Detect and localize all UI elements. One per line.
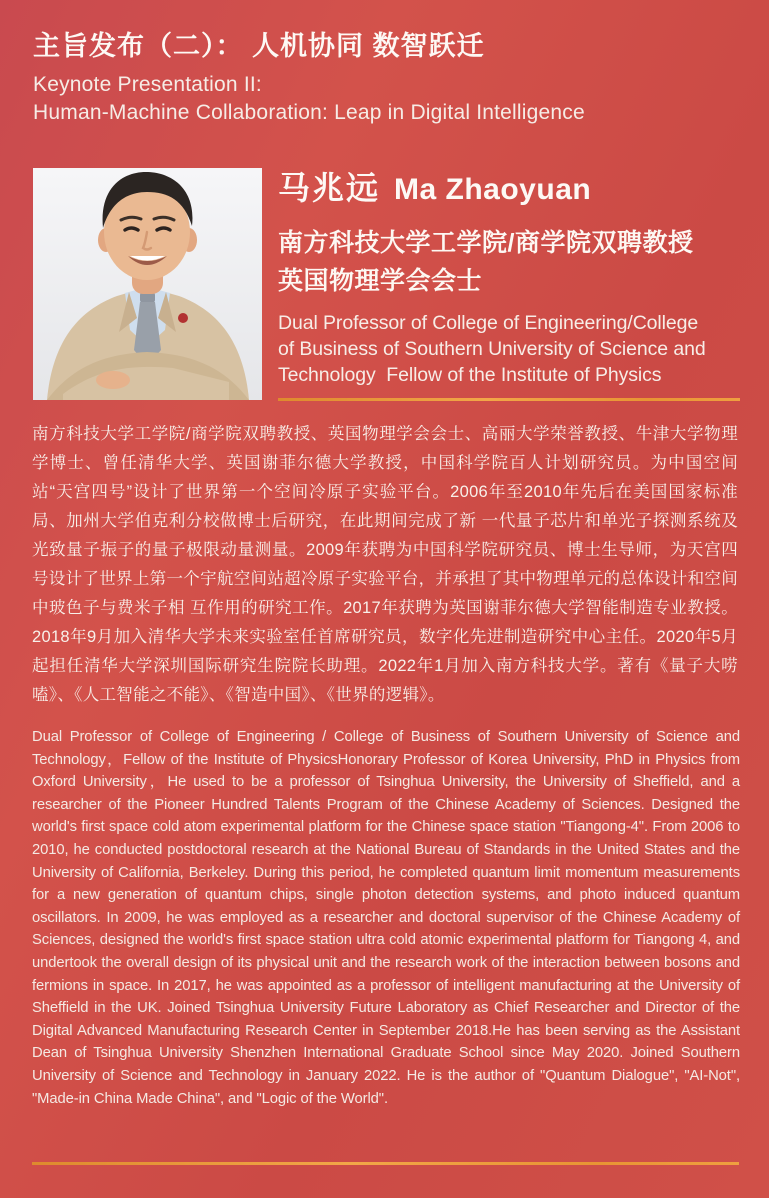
portrait-illustration: [33, 168, 262, 400]
bio-paragraph-cn: 南方科技大学工学院/商学院双聘教授、英国物理学会会士、高丽大学荣誉教授、牛津大学物理学博士、曾任清华大学、英国谢菲尔德大学教授，中国科学院百人计划研究员。为中国空间站“天宫四号”设计了世界第一个空间冷原子实验平台。2006年至2010年先后在美国国家标准局、加州大学伯克利分校做博士后研究，在此期间完成了新 一代量子芯片和单光子探测系统及光致量子振子的量子极限动量测量。2009年获聘为中国科学院研究员、博士生导师，为天宫四号设计了世界上第一个宇航空间站超冷原子实验平台，并承担了其中物理单元的总体设计和空间中玻色子与费米子相 互作用的研究工作。2017年获聘为英国谢菲尔德大学智能制造专业教授。2018年9月加入清华大学未来实验室任首席研究员，数字化先进制造研究中心主任。2020年5月起担任清华大学深圳国际研究生院院长助理。2022年1月加入南方科技大学。著有《量子大唠嗑》、《人工智能之不能》、《智造中国》、《世界的逻辑》。: [32, 425, 738, 704]
speaker-photo: [33, 168, 262, 400]
speaker-name-en: Ma Zhaoyuan: [394, 173, 592, 206]
speaker-title-cn-line-2: 英国物理学会会士: [278, 267, 483, 295]
keynote-subtitle-line-1: Keynote Presentation II:: [33, 73, 262, 96]
header: [33, 30, 737, 127]
page-title: 主旨发布（二）： 人机协同 数智跃迁: [33, 31, 485, 61]
bio-paragraph-en: Dual Professor of College of Engineering / College of Business of Southern University of Science and Technology，Fellow of the Institute of PhysicsHonorary Professor of Korea University, PhD in Physics from Oxford University，He used to be a professor of Tsinghua University, the University of Sheffield, and a researcher of the Pioneer Hundred Talents Program of the Chinese Academy of Sciences. Designed the world's first space cold atom experimental platform for the Chinese space station "Tiangong-4". From 2006 to 2010, he conducted postdoctoral research at the National Bureau of Standards in the United States and the University of California, Berkeley. During this period, he completed quantum limit momentum measurements for a new generation of quantum chips, single photon detection systems, and photo induced quantum oscillators. In 2009, he was employed as a researcher and doctoral supervisor of the Chinese Academy of Sciences, designed the world's first space station ultra cold atomic experimental platform for Tiangong 4, and undertook the overall design of its physical unit and the research work of the interaction between bosons and fermions in space. In 2017, he was appointed as a professor of intelligent manufacturing at the University of Sheffield in the UK. Joined Tsinghua University Future Laboratory as Chief Researcher and Director of the Digital Advanced Manufacturing Research Center in September 2018.He has been serving as the Assistant Dean of Tsinghua University Shenzhen International Graduate School since May 2020. Joined Southern University of Science and Technology in January 2022. He is the author of "Quantum Dialogue", "AI-Not", "Made-in China Made China", and "Logic of the World".: [32, 729, 740, 1107]
speaker-info: [278, 168, 740, 401]
speaker-section: [33, 168, 740, 401]
speaker-name-cn: 马兆远: [278, 170, 381, 206]
speaker-title-en-line-3: Technology Fellow of the Institute of Physics: [278, 364, 662, 386]
speaker-title-cn-line-1: 南方科技大学工学院/商学院双聘教授: [278, 229, 694, 257]
bottom-divider: [32, 1162, 739, 1165]
speaker-name: [278, 170, 740, 213]
speaker-title-en-line-1: Dual Professor of College of Engineering/College: [278, 312, 699, 334]
speaker-title-en-line-2: of Business of Southern University of Science and: [278, 338, 706, 360]
speaker-section-divider: [278, 398, 740, 401]
keynote-subtitle-line-2: Human-Machine Collaboration: Leap in Digital Intelligence: [33, 101, 585, 124]
